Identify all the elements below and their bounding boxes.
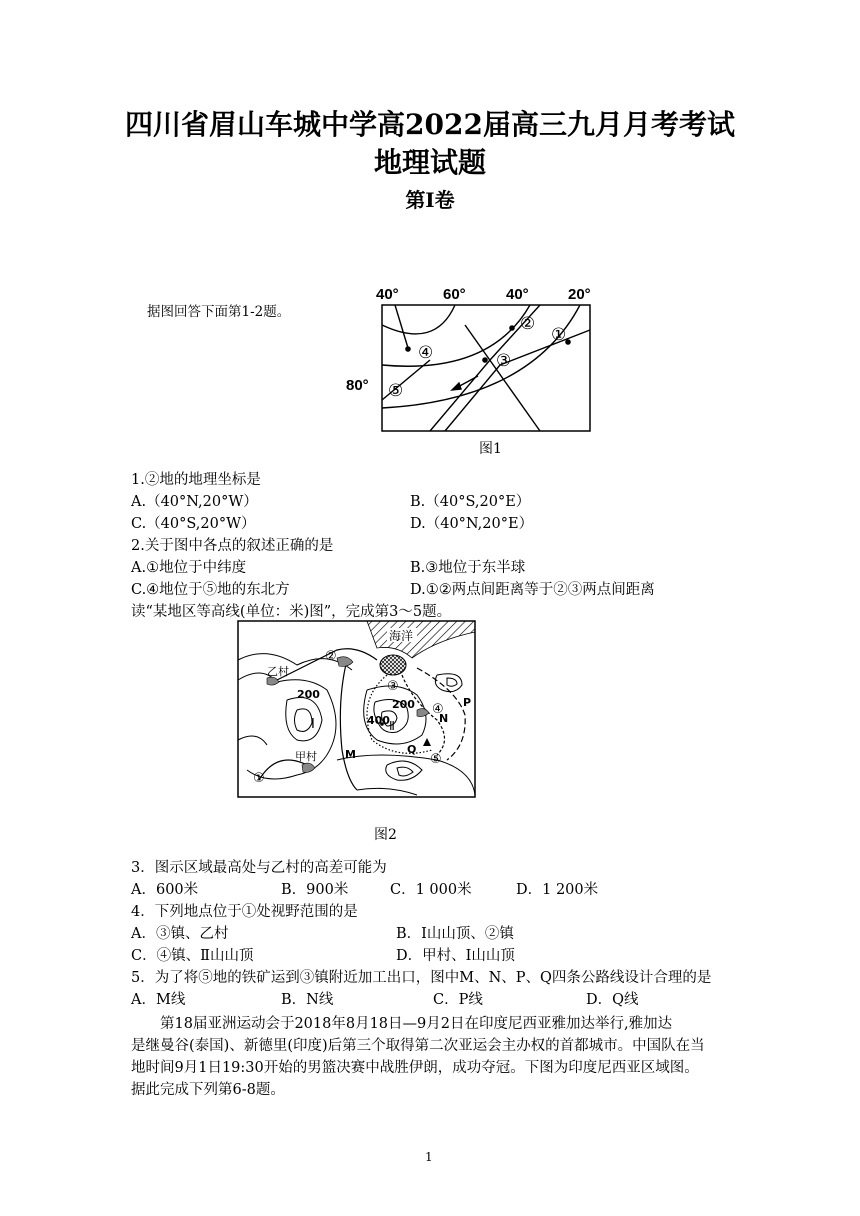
fig1-top-label: 40° <box>376 286 399 303</box>
road-N-label: N <box>439 712 449 725</box>
fig2-point-4: ④ <box>432 702 444 717</box>
question-stem: 5．为了将⑤地的铁矿运到③镇附近加工出口，图中M、N、P、Q四条公路线设计合理的是 <box>131 970 712 986</box>
question-option: A.（40°N,20°W） <box>131 494 258 510</box>
fig2-point-5: ⑤ <box>430 752 442 767</box>
question-option: B.③地位于东半球 <box>410 560 526 576</box>
contour-400: 400 <box>367 714 390 727</box>
figure-1-graticule <box>340 280 610 440</box>
fig1-frame <box>382 305 590 431</box>
question-option: D．1 200米 <box>516 882 599 898</box>
page-title: 四川省眉山车城中学高2022届高三九月月考考试 <box>125 108 735 141</box>
contour-200: 200 <box>392 698 415 711</box>
question-option: C．1 000米 <box>390 882 472 898</box>
question-option: D.（40°N,20°E） <box>410 516 534 532</box>
peak-2-label: Ⅱ <box>389 719 395 733</box>
fig1-caption: 图1 <box>479 441 502 457</box>
fig1-top-label: 60° <box>443 286 466 303</box>
fig1-top-label: 40° <box>506 286 529 303</box>
road-M-label: M <box>345 748 356 761</box>
passage-line: 是继曼谷(泰国)、新德里(印度)后第三个取得第二次亚运会主办权的首都城市。中国队在当 <box>131 1038 705 1054</box>
fig1-top-label: 20° <box>568 286 591 303</box>
question-option: A．600米 <box>131 882 199 898</box>
question-stem: 4．下列地点位于①处视野范围的是 <box>131 904 358 920</box>
volume-heading: 第Ⅰ卷 <box>405 188 455 212</box>
contour-200: 200 <box>297 688 320 701</box>
road-Q-label: Q <box>407 743 417 756</box>
village-yi-label: 乙村 <box>267 665 289 678</box>
direction-arrow-icon <box>452 376 478 390</box>
question-option: B.（40°S,20°E） <box>410 494 531 510</box>
fig2-caption: 图2 <box>374 827 397 843</box>
question-option: C.（40°S,20°W） <box>131 516 256 532</box>
question-stem: 3．图示区域最高处与乙村的高差可能为 <box>131 860 387 876</box>
fig1-point-4: ④ <box>418 343 434 363</box>
question-option: A.①地位于中纬度 <box>131 560 247 576</box>
question-option: B．Ⅰ山山顶、②镇 <box>396 926 514 942</box>
fig1-point-3: ③ <box>496 351 512 371</box>
question-option: D.①②两点间距离等于②③两点间距离 <box>410 582 655 598</box>
fig1-point-1: ① <box>551 325 567 345</box>
passage-line: 第18届亚洲运动会于2018年8月18日—9月2日在印度尼西亚雅加达举行,雅加达 <box>160 1016 673 1032</box>
figure-2-contour-map <box>237 620 477 800</box>
port-area <box>380 655 406 675</box>
question-option: C.④地位于⑤地的东北方 <box>131 582 290 598</box>
question-option: D．甲村、Ⅰ山山顶 <box>396 948 515 964</box>
page-number: 1 <box>425 1150 433 1164</box>
question-option: B．900米 <box>281 882 349 898</box>
question-option: C．④镇、Ⅱ山山顶 <box>131 948 254 964</box>
question-option: A．③镇、乙村 <box>131 926 229 942</box>
question-option: B．N线 <box>281 992 334 1008</box>
question-option: D．Q线 <box>586 992 639 1008</box>
peak-1-label: Ⅰ <box>311 717 315 732</box>
question-option: C．P线 <box>433 992 483 1008</box>
fig1-intro: 据图回答下面第1-2题。 <box>147 304 291 320</box>
passage-line: 据此完成下列第6-8题。 <box>131 1082 285 1098</box>
fig1-point-5: ⑤ <box>388 381 404 401</box>
page-subtitle: 地理试题 <box>373 146 486 179</box>
fig2-intro: 读“某地区等高线(单位：米)图”，完成第3～5题。 <box>131 604 452 620</box>
village-jia-label: 甲村 <box>295 750 317 763</box>
fig1-left-label: 80° <box>346 377 369 394</box>
fig1-point-2: ② <box>520 314 536 334</box>
road-P-label: P <box>463 696 472 709</box>
question-stem: 1.②地的地理坐标是 <box>131 472 261 488</box>
passage-line: 地时间9月1日19:30开始的男篮决赛中战胜伊朗，成功夺冠。下图为印度尼西亚区域图。 <box>131 1060 699 1076</box>
fig2-point-1: ① <box>253 771 265 786</box>
question-stem: 2.关于图中各点的叙述正确的是 <box>131 538 334 554</box>
fig2-point-2: ② <box>325 649 337 664</box>
question-option: A．M线 <box>131 992 186 1008</box>
fig2-point-3: ③ <box>387 679 399 694</box>
sea-label: 海洋 <box>389 629 414 643</box>
